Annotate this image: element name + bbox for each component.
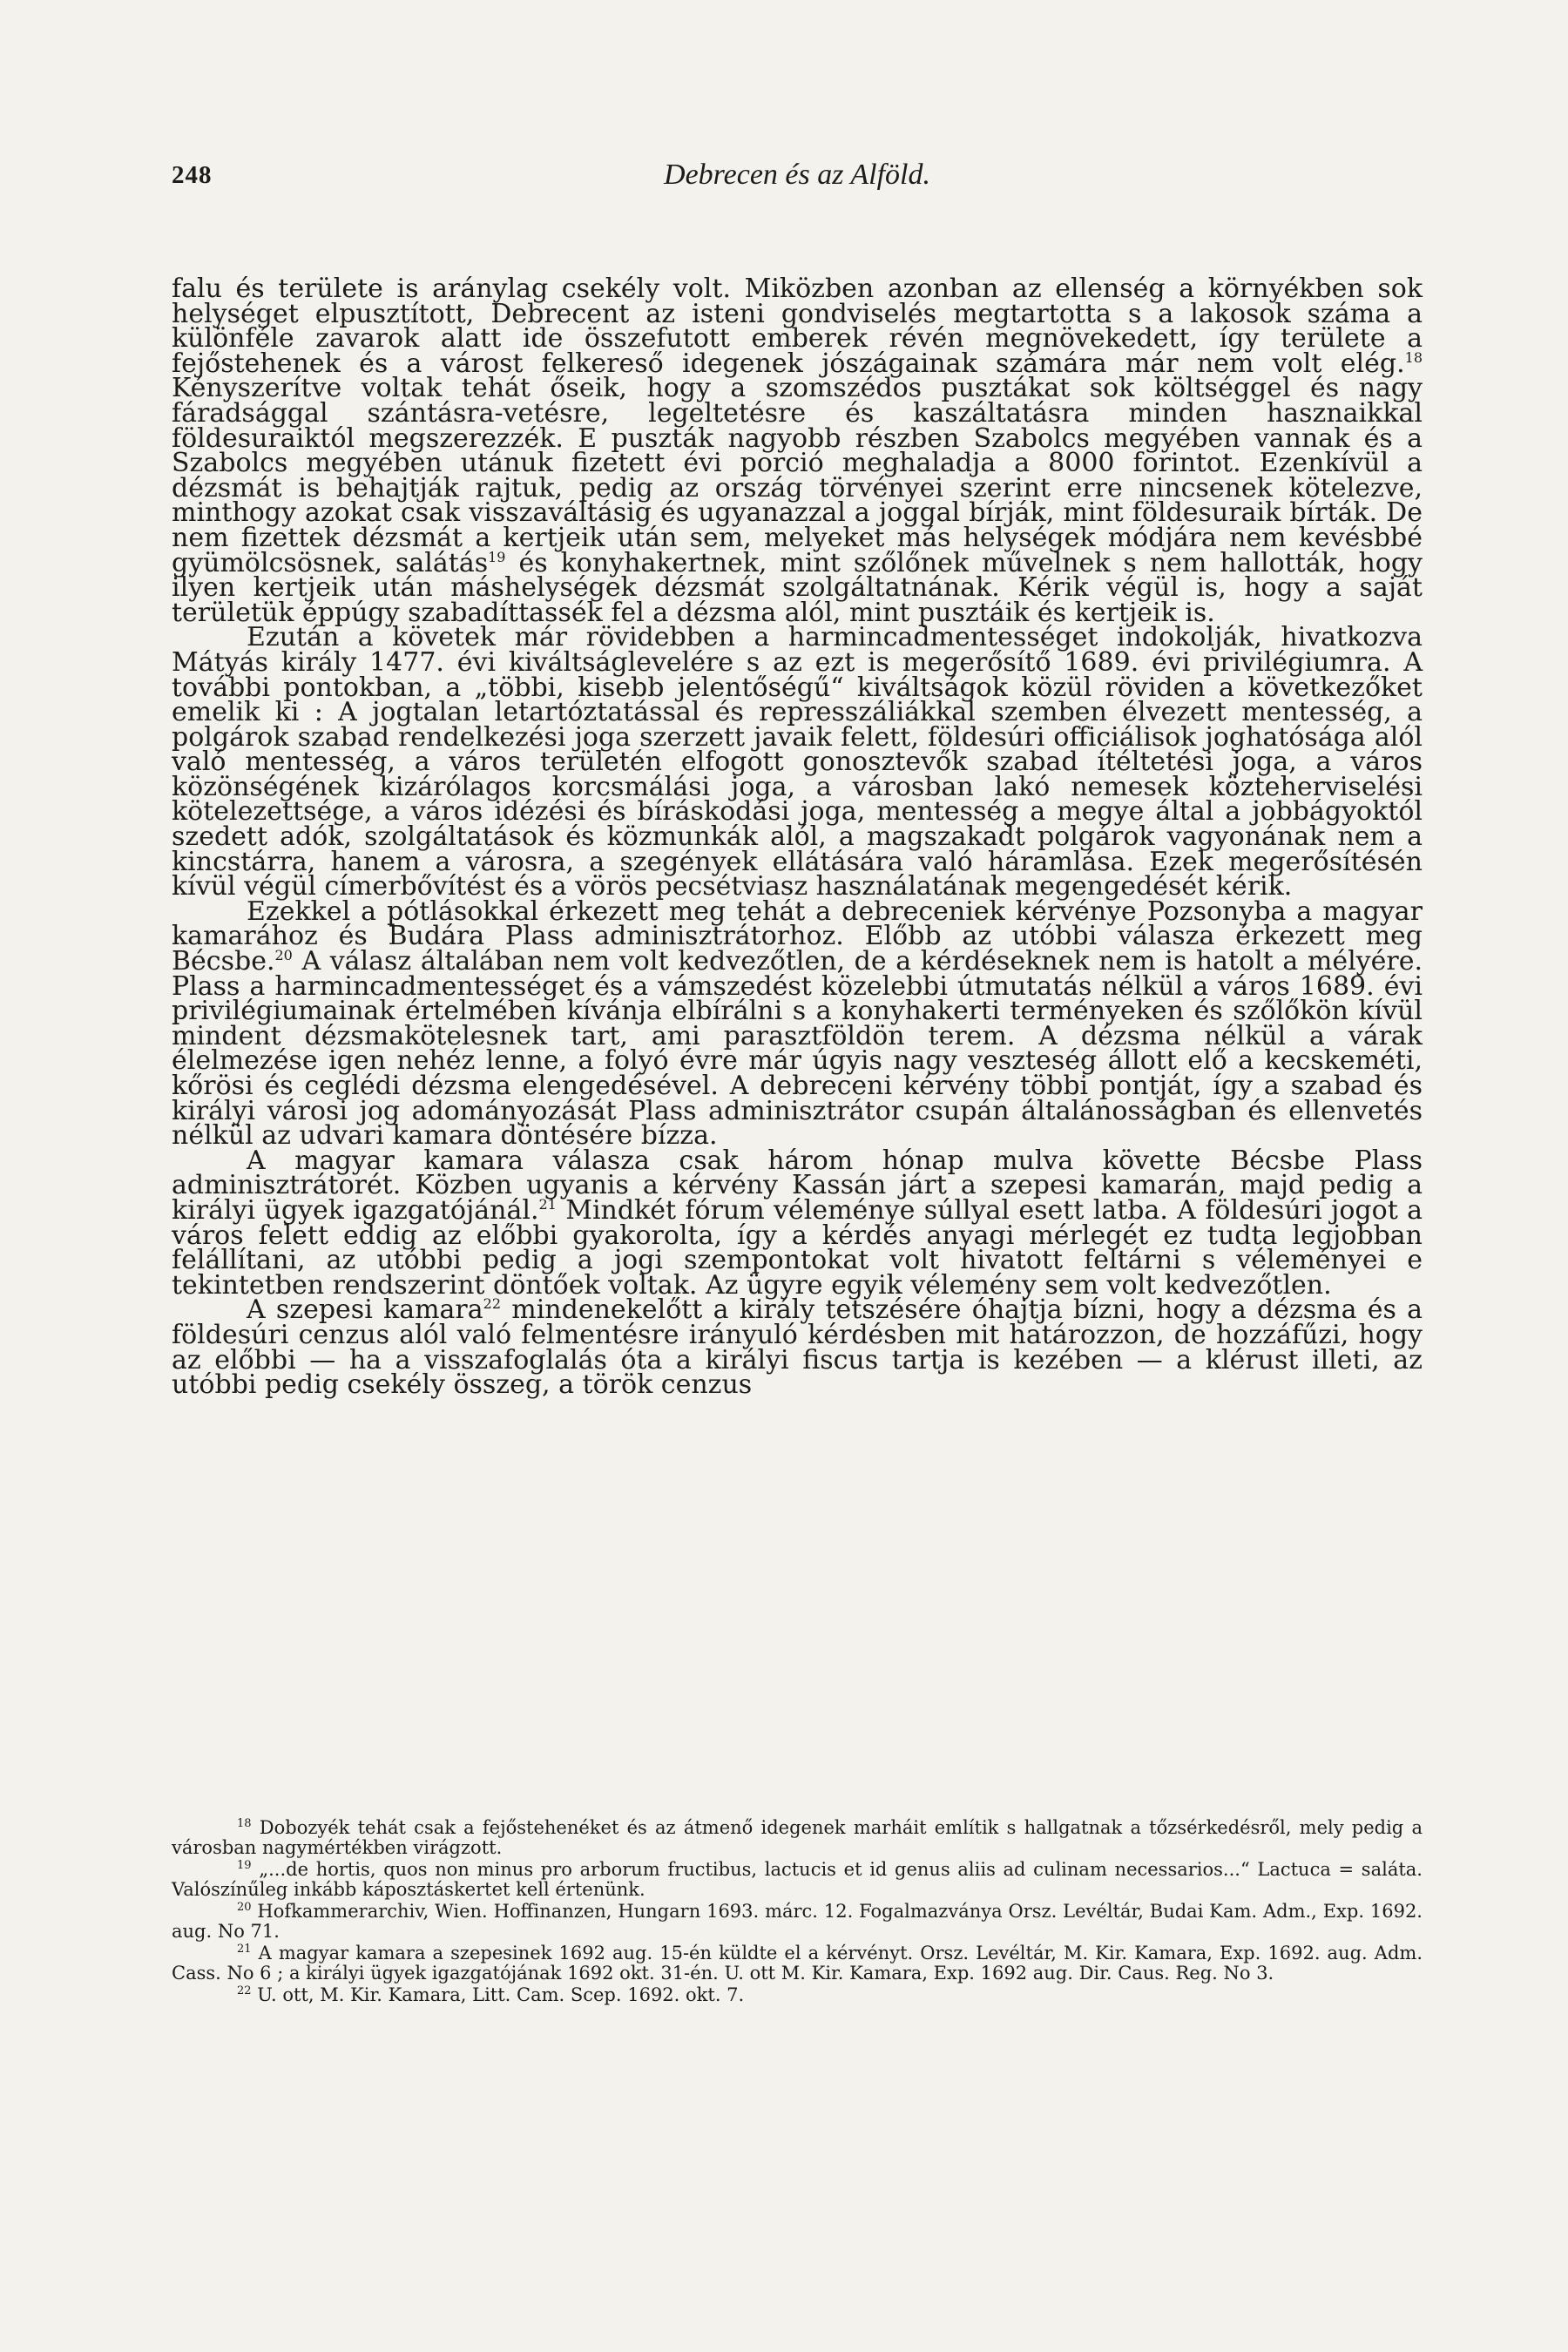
paragraph-1: [172, 274, 1423, 628]
footnote-text: Dobozyék tehát csak a fejőstehenéket és az átmenő idegenek marháit említik s hallgatnak a tőzsérkedésről, mely pedig a városban nagymértékben virágzott.: [172, 1817, 1423, 1858]
paragraph-3: [172, 896, 1423, 1152]
text-segment: Kényszerítve voltak tehát őseik, hogy a szomszédos pusztákat sok költséggel és nagy fáradsággal szántásra-vetésre, legeltetésre és kaszáltatásra minden hasznaikkal földesuraiktól megszerezzék. E puszták nagyobb részben Szabolcs megyében vannak és a Szabolcs megyében utánuk fizetett évi porció meghaladja a 8000 forintot. Ezenkívül a dézsmát is behajtják rajtuk, pedig az ország törvényei szerint erre nincsenek kötelezve, minthogy azokat csak visszaváltásig és ugyanazzal a joggal bírják, mint földesuraik bírták. De nem fizettek dézsmát a kertjeik után sem, melyeket más helységek módjára nem kevésbbé gyümölcsösnek, salátás: [172, 373, 1423, 578]
footnotes: [172, 1818, 1423, 2007]
text-segment: és konyhakertnek, mint szőlőnek művelnek s nem hallották, hogy ilyen kertjeik után máshelységek dézsmát szolgáltatnának. Kérik végül is, hogy a saját területük éppúgy szabadíttassék fel a dézsma alól, mint pusztáik és kertjeik is.: [172, 547, 1423, 628]
text-segment: A válasz általában nem volt kedvezőtlen, de a kérdéseknek nem is hatolt a mélyére. Plass a harmincadmentességet és a vámszedést közelebbi útmutatás nélkül a város 1689. évi privilégiumainak értelmében kívánja elbírálni s a konyhakerti terményeken és szőlőkön kívül mindent dézsmakötelesnek tart, ami parasztföldön terem. A dézsma nélkül a várak élelmezése igen nehéz lenne, a folyó évre már úgyis nagy veszteség állott elő a kecskeméti, kőrösi és ceglédi dézsma elengedésével. A debreceni kérvény többi pontját, így a szabad és királyi városi jog adományozását Plass adminisztrátor csupán általánosságban és ellenvetés nélkül az udvari kamara döntésére bízza.: [172, 946, 1423, 1152]
footnote-ref-19: 19: [488, 548, 506, 565]
footnote-ref-20: 20: [274, 947, 293, 964]
main-text: [172, 274, 1423, 1401]
footnote-number: 21: [237, 1943, 252, 1956]
footnote-text: „...de hortis, quos non minus pro arborum fructibus, lactucis et id genus aliis ad culinam necessarios...“ Lactuca = saláta. Valószínűleg inkább káposztáskertet kell értenünk.: [172, 1859, 1423, 1900]
footnote-text: Hofkammerarchiv, Wien. Hoffinanzen, Hungarn 1693. márc. 12. Fogalmazványa Orsz. Levéltár, Budai Kam. Adm., Exp. 1692. aug. No 71.: [172, 1901, 1423, 1942]
footnote-number: 22: [237, 1984, 252, 1997]
running-title: Debrecen és az Alföld.: [664, 159, 930, 191]
paragraph-5: [172, 1294, 1423, 1401]
footnote-21: [172, 1943, 1423, 1984]
paragraph-2: [172, 622, 1423, 902]
text-segment: Ezekkel a pótlásokkal érkezett meg tehát a debreceniek kérvénye Pozsonyba a magyar kamarához és Budára Plass adminisztrátorhoz. Előbb az utóbbi válasza érkezett meg Bécsbe.: [172, 896, 1423, 977]
footnote-text: A magyar kamara a szepesinek 1692 aug. 15-én küldte el a kérvényt. Orsz. Levéltár, M. Kir. Kamara, Exp. 1692. aug. Adm. Cass. No 6 ; a királyi ügyek igazgatójának 1692 okt. 31-én. U. ott M. Kir. Kamara, Exp. 1692 aug. Dir. Caus. Reg. No 3.: [172, 1943, 1423, 1984]
footnote-20: [172, 1902, 1423, 1942]
footnote-19: [172, 1860, 1423, 1900]
footnote-number: 19: [237, 1859, 252, 1872]
footnote-ref-22: 22: [483, 1295, 502, 1313]
footnote-number: 18: [237, 1817, 252, 1830]
text-segment: Ezután a követek már rövidebben a harmincadmentességet indokolják, hivatkozva Mátyás király 1477. évi kiváltságlevelére s az ezt is megerősítő 1689. évi privilégiumra. A további pontokban, a „többi, kisebb jelentőségű“ kiváltságok közül röviden a következőket emelik ki : A jogtalan letartóztatással és represszáliákkal szemben élvezett mentesség, a polgárok szabad rendelkezési joga szerzett javaik felett, földesúri officiálisok joghatósága alól való mentesség, a város területén elfogott gonosztevők szabad ítéltetési joga, a város közönségének kizárólagos korcsmálási joga, a városban lakó nemesek közteherviselési kötelezettsége, a város idézési és bíráskodási joga, mentesség a megye által a jobbágyoktól szedett adók, szolgáltatások és közmunkák alól, a magszakadt polgárok vagyonának nem a kincstárra, hanem a városra, a szegények ellátására való háramlása. Ezek megerősítésén kívül végül címerbővítést és a vörös pecsétviasz használatának megengedését kérik.: [172, 622, 1423, 902]
page-number: 248: [172, 161, 213, 189]
text-segment: falu és területe is aránylag csekély volt. Miközben azonban az ellenség a környékben sok helységet elpusztított, Debrecent az isteni gondviselés megtartotta s a lakosok száma a különféle zavarok alatt ide összefutott emberek révén megnövekedett, így területe a fejőstehenek és a várost felkereső idegenek jószágainak számára már nem volt elég.: [172, 274, 1423, 379]
text-segment: Mindkét fórum véleménye súllyal esett latba. A földesúri jogot a város felett eddig az előbbi gyakorolta, így a kérdés anyagi mérlegét ez tudta legjobban felállítani, az utóbbi pedig a jogi szempontokat volt hivatott feltárni s véleményei e tekintetben rendszerint döntőek voltak. Az ügyre egyik vélemény sem volt kedvezőtlen.: [172, 1194, 1423, 1301]
text-segment: A magyar kamara válasza csak három hónap mulva követte Bécsbe Plass adminisztrátorét. Közben ugyanis a kérvény Kassán járt a szepesi kamarán, majd pedig a királyi ügyek igazgatójánál.: [172, 1145, 1423, 1226]
footnote-ref-21: 21: [538, 1195, 557, 1213]
footnote-ref-18: 18: [1404, 348, 1423, 366]
paragraph-4: [172, 1145, 1423, 1301]
page-header: [172, 155, 1423, 195]
footnote-text: U. ott, M. Kir. Kamara, Litt. Cam. Scep. 1692. okt. 7.: [257, 1984, 745, 2005]
text-segment: A szepesi kamara: [247, 1294, 483, 1326]
footnote-number: 20: [237, 1901, 252, 1914]
text-segment: mindenekelőtt a király tetszésére óhajtja bízni, hogy a dézsma és a földesúri cenzus alól való felmentésre irányuló kérdésben mit határozzon, de hozzáfűzi, hogy az előbbi — ha a visszafoglalás óta a királyi fiscus tartja is kezében — a klérust illeti, az utóbbi pedig csekély összeg, a török cenzus: [172, 1294, 1423, 1401]
footnote-22: [172, 1985, 1423, 2005]
footnote-18: [172, 1818, 1423, 1858]
